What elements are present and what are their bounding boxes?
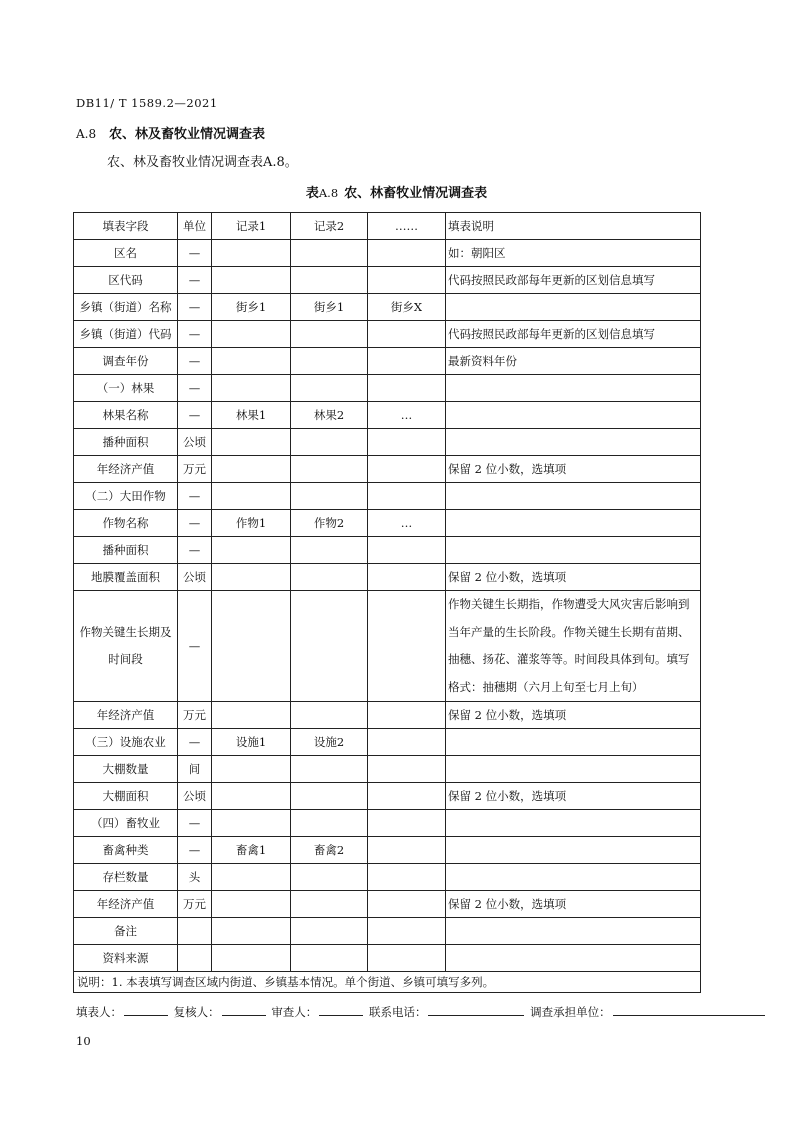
cell-unit: — [178,483,212,510]
cell-record2 [291,456,368,483]
cell-unit: — [178,240,212,267]
cell-field: 播种面积 [74,429,178,456]
cell-unit: — [178,321,212,348]
cell-field: 大棚数量 [74,756,178,783]
intro-paragraph: 农、林及畜牧业情况调查表A.8。 [107,155,298,170]
cell-unit: — [178,267,212,294]
cell-record1 [212,891,291,918]
cell-instructions [446,294,701,321]
cell-instructions [446,537,701,564]
cell-record1 [212,591,291,702]
cell-unit: 公顷 [178,429,212,456]
cell-field: 存栏数量 [74,864,178,891]
header-cell-unit: 单位 [178,213,212,240]
cell-instructions [446,510,701,537]
table-body [74,240,701,972]
reviewer-blank[interactable] [222,1005,266,1016]
cell-more [368,864,446,891]
header-cell-field: 填表字段 [74,213,178,240]
cell-unit [178,945,212,972]
cell-instructions [446,375,701,402]
cell-more [368,591,446,702]
cell-record2 [291,375,368,402]
table-row [74,918,701,945]
table-row [74,810,701,837]
cell-instructions: 作物关键生长期指，作物遭受大风灾害后影响到当年产量的生长阶段。作物关键生长期有苗期、抽穗、扬花、灌浆等等。时间段具体到旬。填写格式：抽穗期（六月上旬至七月上旬） [446,591,701,702]
cell-field: 播种面积 [74,537,178,564]
cell-record2 [291,321,368,348]
cell-record2 [291,564,368,591]
cell-more [368,918,446,945]
cell-unit: 头 [178,864,212,891]
cell-record2 [291,891,368,918]
cell-unit: — [178,375,212,402]
cell-more [368,429,446,456]
page-number: 10 [76,1034,91,1048]
table-header-row [74,213,701,240]
cell-record2 [291,810,368,837]
cell-instructions [446,918,701,945]
cell-instructions: 保留 2 位小数，选填项 [446,456,701,483]
table-row [74,348,701,375]
cell-instructions [446,429,701,456]
cell-record2 [291,240,368,267]
cell-more [368,891,446,918]
cell-record2 [291,756,368,783]
cell-record2: 林果2 [291,402,368,429]
cell-instructions: 保留 2 位小数，选填项 [446,783,701,810]
cell-unit: 万元 [178,456,212,483]
cell-more [368,456,446,483]
cell-field: 区名 [74,240,178,267]
filler-blank[interactable] [124,1005,168,1016]
cell-record2 [291,918,368,945]
cell-field: 备注 [74,918,178,945]
cell-more: … [368,402,446,429]
cell-field: 大棚面积 [74,783,178,810]
table-row [74,510,701,537]
filler-label: 填表人： [76,1005,122,1019]
cell-record1 [212,756,291,783]
cell-record2: 设施2 [291,729,368,756]
cell-more: … [368,510,446,537]
header-cell-record1: 记录1 [212,213,291,240]
header-cell-instructions: 填表说明 [446,213,701,240]
unit-label: 调查承担单位： [530,1005,611,1019]
cell-record2 [291,537,368,564]
cell-unit [178,918,212,945]
table-row [74,945,701,972]
cell-record1 [212,945,291,972]
table-row [74,729,701,756]
cell-more [368,729,446,756]
table-row [74,837,701,864]
cell-unit: 万元 [178,702,212,729]
cell-record2 [291,267,368,294]
cell-record2 [291,702,368,729]
table-row [74,864,701,891]
cell-record2: 作物2 [291,510,368,537]
cell-unit: 万元 [178,891,212,918]
auditor-blank[interactable] [319,1005,363,1016]
cell-unit: — [178,510,212,537]
section-title: 农、林及畜牧业情况调查表 [109,127,266,142]
cell-record1 [212,456,291,483]
cell-more [368,483,446,510]
cell-instructions: 代码按照民政部每年更新的区划信息填写 [446,267,701,294]
cell-more [368,537,446,564]
table-caption [0,182,793,201]
auditor-label: 审查人： [271,1005,318,1019]
cell-record2 [291,864,368,891]
table-row [74,429,701,456]
cell-unit: — [178,837,212,864]
cell-instructions [446,483,701,510]
table-row [74,321,701,348]
cell-instructions: 最新资料年份 [446,348,701,375]
cell-record2: 街乡1 [291,294,368,321]
reviewer-label: 复核人： [173,1005,220,1019]
cell-record2 [291,945,368,972]
cell-record2: 畜禽2 [291,837,368,864]
cell-instructions [446,756,701,783]
cell-unit: — [178,348,212,375]
cell-more: 街乡X [368,294,446,321]
cell-more [368,240,446,267]
cell-record2 [291,429,368,456]
cell-field: （四）畜牧业 [74,810,178,837]
table-row [74,456,701,483]
cell-instructions: 保留 2 位小数，选填项 [446,702,701,729]
cell-more [368,267,446,294]
table-footnote: 说明：1. 本表填写调查区域内街道、乡镇基本情况。单个街道、乡镇可填写多列。 [74,972,701,993]
cell-record1 [212,864,291,891]
cell-unit: — [178,729,212,756]
cell-record1 [212,702,291,729]
cell-field: 地膜覆盖面积 [74,564,178,591]
cell-instructions [446,402,701,429]
cell-field: 作物名称 [74,510,178,537]
cell-record2 [291,783,368,810]
cell-record2 [291,591,368,702]
table-caption-name: 农、林畜牧业情况调查表 [344,186,488,201]
cell-more [368,348,446,375]
cell-instructions [446,837,701,864]
cell-record1 [212,429,291,456]
cell-field: （一）林果 [74,375,178,402]
cell-instructions: 如：朝阳区 [446,240,701,267]
cell-field: 乡镇（街道）代码 [74,321,178,348]
cell-record1 [212,321,291,348]
cell-record1: 作物1 [212,510,291,537]
cell-more [368,564,446,591]
table-row [74,402,701,429]
table-row [74,483,701,510]
table-row [74,240,701,267]
table-row [74,294,701,321]
table-row [74,891,701,918]
table-caption-number: A.8 [318,186,339,200]
standard-code: DB11/ T 1589.2—2021 [76,96,218,110]
table-row [74,702,701,729]
cell-record2 [291,483,368,510]
table-row [74,267,701,294]
cell-record1 [212,783,291,810]
cell-unit: 间 [178,756,212,783]
cell-record1 [212,537,291,564]
cell-unit: 公顷 [178,564,212,591]
cell-unit: — [178,591,212,702]
cell-record1 [212,240,291,267]
cell-unit: — [178,294,212,321]
cell-instructions [446,945,701,972]
cell-more [368,321,446,348]
cell-record1: 畜禽1 [212,837,291,864]
cell-field: 调查年份 [74,348,178,375]
table-row [74,783,701,810]
table-row [74,375,701,402]
cell-more [368,810,446,837]
cell-record1 [212,564,291,591]
cell-more [368,837,446,864]
phone-blank[interactable] [428,1005,524,1016]
table-row [74,591,701,702]
cell-more [368,783,446,810]
cell-unit: 公顷 [178,783,212,810]
cell-record1 [212,375,291,402]
cell-record1 [212,267,291,294]
phone-label: 联系电话： [368,1005,427,1019]
header-cell-ellipsis: …… [368,213,446,240]
cell-field: 资料来源 [74,945,178,972]
cell-record1 [212,918,291,945]
table-row [74,756,701,783]
cell-record1 [212,348,291,375]
cell-field: 畜禽种类 [74,837,178,864]
cell-field: （三）设施农业 [74,729,178,756]
table-row [74,564,701,591]
table-footnote-row [74,972,701,993]
cell-record2 [291,348,368,375]
table-caption-prefix: 表 [305,186,319,201]
cell-field: 年经济产值 [74,456,178,483]
cell-instructions [446,729,701,756]
cell-record1: 街乡1 [212,294,291,321]
cell-field: 年经济产值 [74,702,178,729]
cell-more [368,945,446,972]
cell-instructions: 保留 2 位小数，选填项 [446,891,701,918]
cell-field: 区代码 [74,267,178,294]
cell-field: 作物关键生长期及时间段 [74,591,178,702]
cell-unit: — [178,537,212,564]
cell-record1 [212,483,291,510]
header-cell-record2: 记录2 [291,213,368,240]
cell-field: （二）大田作物 [74,483,178,510]
cell-field: 乡镇（街道）名称 [74,294,178,321]
signoff-line [76,1004,767,1020]
cell-record1: 林果1 [212,402,291,429]
cell-record1: 设施1 [212,729,291,756]
cell-more [368,702,446,729]
section-number: A.8 [76,127,97,141]
cell-instructions [446,864,701,891]
survey-table [73,212,701,993]
cell-record1 [212,810,291,837]
cell-unit: — [178,402,212,429]
cell-instructions: 保留 2 位小数，选填项 [446,564,701,591]
cell-field: 年经济产值 [74,891,178,918]
cell-more [368,756,446,783]
cell-instructions [446,810,701,837]
cell-unit: — [178,810,212,837]
table-row [74,537,701,564]
cell-more [368,375,446,402]
section-heading [76,123,265,142]
cell-field: 林果名称 [74,402,178,429]
unit-blank[interactable] [613,1005,765,1016]
cell-instructions: 代码按照民政部每年更新的区划信息填写 [446,321,701,348]
